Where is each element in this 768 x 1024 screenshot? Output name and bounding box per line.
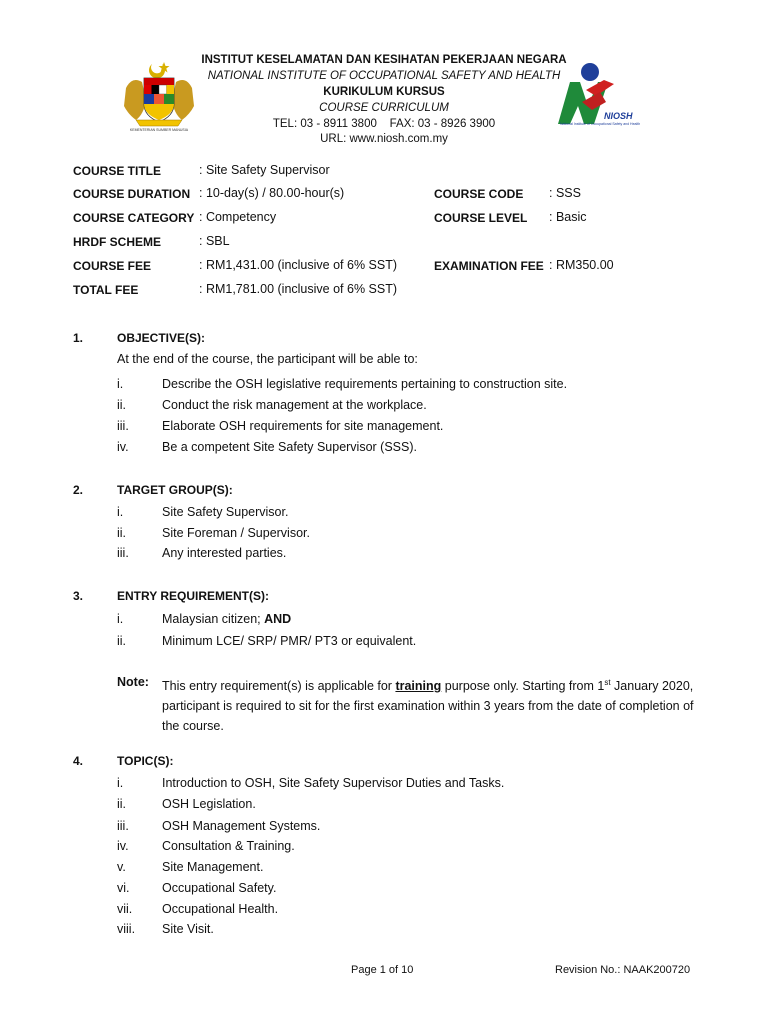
objective-number: iv. — [117, 440, 129, 454]
note-label: Note: — [117, 675, 149, 689]
note-post: January 2020, participant is required to sit for the first examination within 3 years from the date of completion of the course. — [162, 679, 694, 734]
contact-line — [200, 116, 568, 132]
course-title-label: COURSE TITLE — [73, 164, 162, 178]
entry-requirement-number: 3. — [73, 589, 84, 603]
fax-text: FAX: 03 - 8926 3900 — [389, 118, 496, 130]
entry-item-text: Malaysian citizen; — [162, 612, 265, 626]
topic-number: vi. — [117, 881, 130, 895]
topic-item: Consultation & Training. — [162, 839, 295, 853]
entry-item — [162, 612, 291, 626]
course-fee-label: COURSE FEE — [73, 259, 152, 273]
target-number: i. — [117, 505, 124, 519]
course-category-label: COURSE CATEGORY — [73, 211, 195, 225]
hrdf-scheme-label: HRDF SCHEME — [73, 235, 162, 249]
target-item: Any interested parties. — [162, 546, 287, 560]
entry-requirement-title: ENTRY REQUIREMENT(S): — [117, 589, 270, 603]
topic-number: iv. — [117, 839, 129, 853]
url-text: URL: www.niosh.com.my — [320, 133, 448, 145]
objective-item: Conduct the risk management at the workplace. — [162, 398, 427, 412]
curriculum-english-title: COURSE CURRICULUM — [319, 102, 449, 114]
objective-item: Describe the OSH legislative requirements pertaining to construction site. — [162, 377, 568, 391]
topic-item: Occupational Safety. — [162, 881, 277, 895]
niosh-logo-text: NIOSH — [604, 111, 633, 121]
institute-english-name: NATIONAL INSTITUTE OF OCCUPATIONAL SAFETY AND HEALTH — [207, 70, 561, 82]
target-item: Site Foreman / Supervisor. — [162, 526, 310, 540]
target-number: ii. — [117, 526, 127, 540]
left-logo-caption: KEMENTERIAN SUMBER MANUSIA — [129, 128, 189, 132]
tel-text: TEL: 03 - 8911 3800 — [272, 118, 377, 130]
objective-number: i. — [117, 377, 124, 391]
topic-item: OSH Management Systems. — [162, 819, 321, 833]
topics-number: 4. — [73, 754, 84, 768]
note-pre: This entry requirement(s) is applicable for — [162, 679, 396, 694]
note-text — [162, 673, 707, 736]
page-number: Page 1 of 10 — [351, 964, 414, 976]
objectives-intro: At the end of the course, the participant will be able to: — [117, 352, 418, 366]
target-number: iii. — [117, 546, 129, 560]
objective-number: ii. — [117, 398, 127, 412]
objective-item: Elaborate OSH requirements for site management. — [162, 419, 444, 433]
topic-item: Occupational Health. — [162, 902, 279, 916]
malaysia-coat-of-arms-logo — [118, 58, 200, 134]
total-fee-label: TOTAL FEE — [73, 283, 139, 297]
topic-number: viii. — [117, 922, 136, 936]
examination-fee-value: : RM350.00 — [549, 258, 614, 272]
topic-item: Introduction to OSH, Site Safety Supervisor Duties and Tasks. — [162, 776, 505, 790]
course-code-value: : SSS — [549, 186, 581, 200]
topic-item: OSH Legislation. — [162, 797, 256, 811]
course-category-value: : Competency — [199, 210, 277, 224]
course-level-value: : Basic — [549, 210, 587, 224]
objectives-number: 1. — [73, 331, 84, 345]
objective-item: Be a competent Site Safety Supervisor (SSS). — [162, 440, 417, 454]
course-duration-label: COURSE DURATION — [73, 187, 191, 201]
entry-item: Minimum LCE/ SRP/ PMR/ PT3 or equivalent. — [162, 634, 417, 648]
course-fee-value: : RM1,431.00 (inclusive of 6% SST) — [199, 258, 397, 272]
course-level-label: COURSE LEVEL — [434, 211, 528, 225]
niosh-logo-caption: National Institute of Occupational Safety and Health — [560, 122, 641, 126]
target-group-title: TARGET GROUP(S): — [117, 483, 233, 497]
topic-number: iii. — [117, 819, 129, 833]
curriculum-malay-title: KURIKULUM KURSUS — [323, 86, 445, 98]
note-mid: purpose only. Starting from 1 — [441, 679, 605, 694]
entry-item-and: AND — [264, 612, 292, 626]
objectives-title: OBJECTIVE(S): — [117, 331, 206, 345]
topic-number: v. — [117, 860, 126, 874]
note-training: training — [395, 679, 442, 694]
course-code-label: COURSE CODE — [434, 187, 524, 201]
topic-item: Site Management. — [162, 860, 264, 874]
topics-title: TOPIC(S): — [117, 754, 174, 768]
examination-fee-label: EXAMINATION FEE — [434, 259, 544, 273]
target-item: Site Safety Supervisor. — [162, 505, 289, 519]
course-title-value: : Site Safety Supervisor — [199, 163, 330, 177]
topic-number: vii. — [117, 902, 133, 916]
entry-number: ii. — [117, 634, 127, 648]
hrdf-scheme-value: : SBL — [199, 234, 230, 248]
entry-number: i. — [117, 612, 124, 626]
topic-item: Site Visit. — [162, 922, 214, 936]
topic-number: ii. — [117, 797, 127, 811]
course-duration-value: : 10-day(s) / 80.00-hour(s) — [199, 186, 345, 200]
institute-malay-name: INSTITUT KESELAMATAN DAN KESIHATAN PEKERJAAN NEGARA — [201, 54, 567, 66]
target-group-number: 2. — [73, 483, 84, 497]
objective-number: iii. — [117, 419, 129, 433]
topic-number: i. — [117, 776, 124, 790]
total-fee-value: : RM1,781.00 (inclusive of 6% SST) — [199, 282, 397, 296]
note-sup: st — [604, 678, 611, 687]
revision-number: Revision No.: NAAK200720 — [555, 964, 691, 976]
